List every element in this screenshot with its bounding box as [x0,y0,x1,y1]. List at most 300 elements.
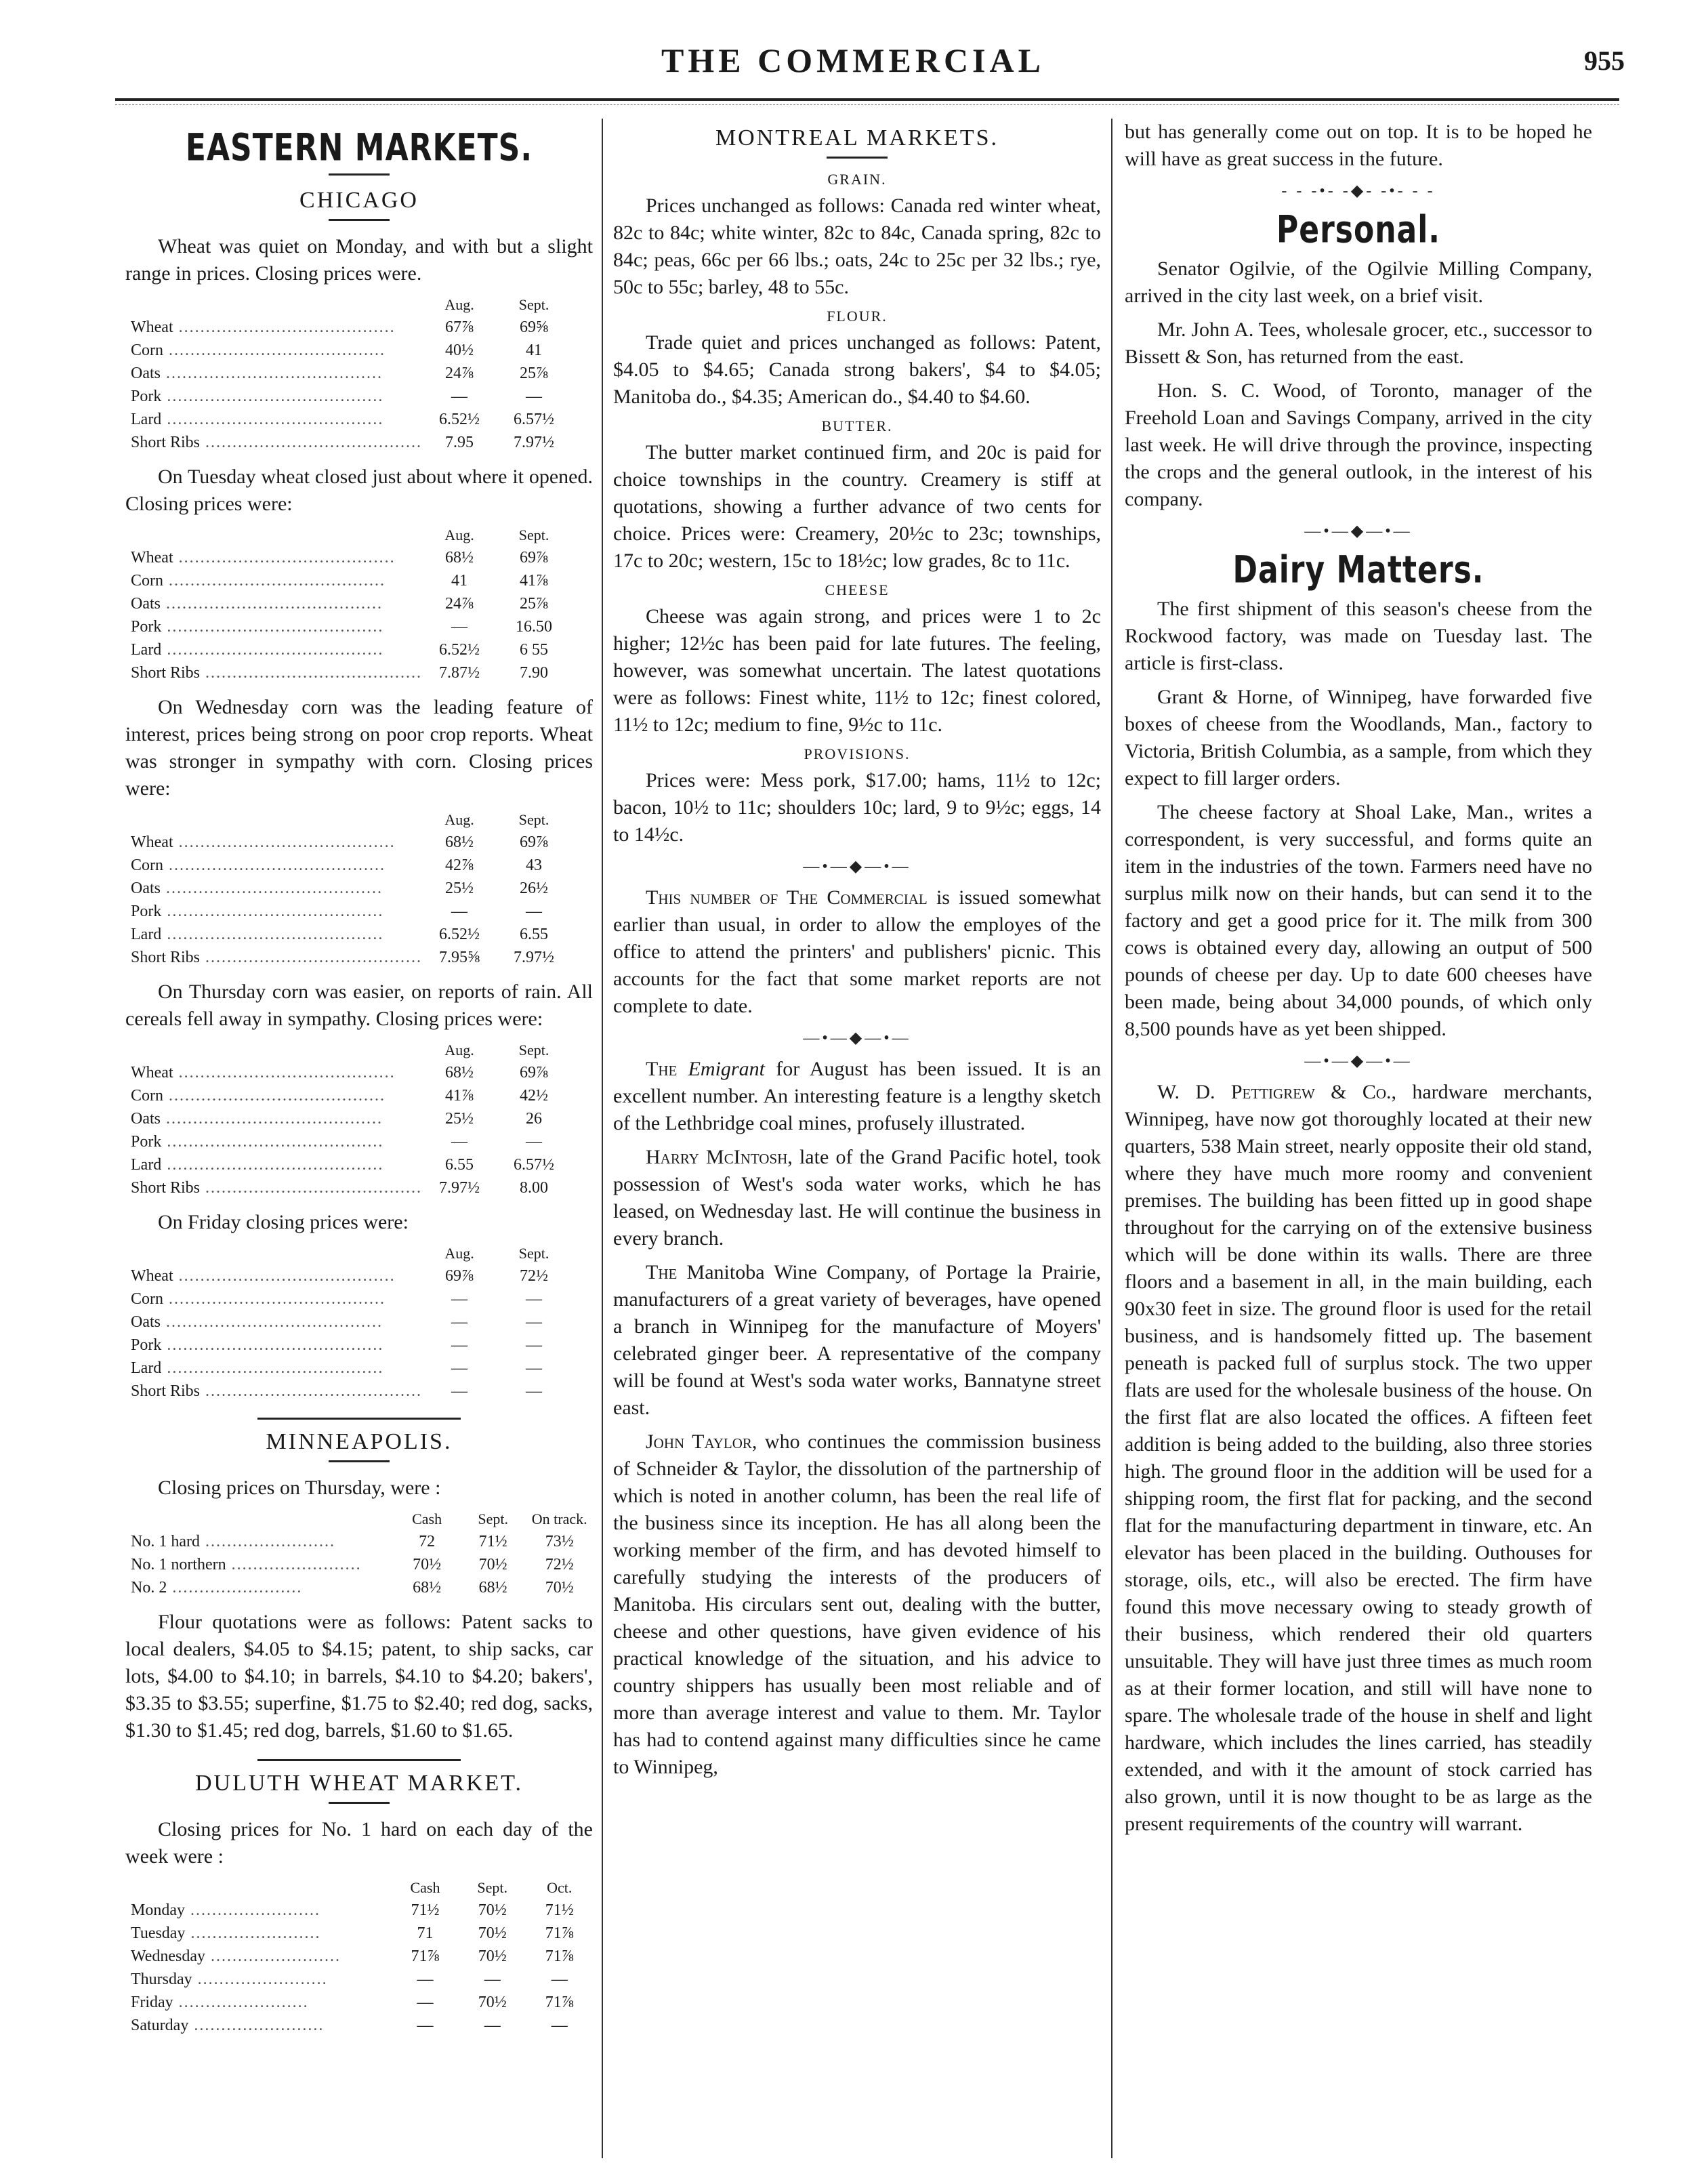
paragraph: Mr. John A. Tees, wholesale grocer, etc., successor to Bissett & Son, has returned from the east. [1125,318,1592,368]
commodity-cell [131,1334,422,1357]
price-cell: 6.52½ [439,641,480,659]
leader-dots: ........................................ [161,1359,384,1377]
leader-dots: ........................................ [200,434,423,451]
leader-dots: ........................................ [161,1156,384,1174]
price-cell: 71⅞ [411,1948,440,1965]
paragraph: On Tuesday wheat closed just about where it opened. Closing prices were: [125,466,593,515]
price-cell: 7.97½ [439,1179,480,1197]
commodity-cell [131,900,422,923]
price-cell: 41 [526,342,543,359]
price-table [131,294,571,454]
commodity-name: Lard [131,1156,162,1174]
leader-dots: ........................................ [173,318,396,336]
commodity-name: Pork [131,1133,162,1151]
commodity-name: Short Ribs [131,664,201,682]
table-row [131,1311,571,1334]
commodity-cell [131,385,422,408]
price-cell: 26 [526,1110,543,1128]
commodity-name: Corn [131,857,163,874]
price-cell: 68½ [413,1579,442,1596]
section-heading: Personal. [1276,208,1441,252]
section-heading: Dairy Matters. [1232,548,1484,592]
price-cell: — [484,1971,501,1988]
leader-dots: ........................................ [173,1064,396,1081]
rule [329,173,390,176]
leader-dots: ........................................ [161,618,384,636]
price-cell: 6.55 [520,926,549,943]
leader-dots: ........................................ [161,903,384,920]
price-cell: 24⅞ [445,365,474,382]
price-cell: 7.95 [445,434,474,451]
leader-dots: ........................................ [161,926,384,943]
price-cell: 73½ [545,1533,574,1550]
table-row [131,854,571,877]
table-row [131,362,571,385]
price-cell: — [451,1359,468,1377]
price-cell: — [526,1359,543,1377]
row-label: Wednesday [131,1948,206,1965]
price-cell: 71⅞ [545,1994,574,2011]
commodity-cell [131,1107,422,1130]
price-cell: — [451,903,468,920]
price-cell: 7.97½ [514,949,555,966]
commodity-cell [131,923,422,946]
publication-title: Emigrant [688,1058,765,1080]
price-cell: 25⅞ [520,595,549,613]
leader-dots: ........................................ [173,549,396,566]
paragraph: The first shipment of this season's cheese from the Rockwood factory, was made on Tuesday last. The article is first-class. [1125,598,1592,674]
subsection-heading: DULUTH WHEAT MARKET. [194,1771,524,1796]
price-cell: 70½ [478,1901,507,1919]
paragraph: Closing prices on Thursday, were : [158,1477,441,1499]
price-cell: 42½ [520,1087,549,1105]
table-row [131,1264,571,1287]
subheading: FLOUR. [827,308,888,325]
column-header: Sept. [518,296,549,313]
table-row [131,831,571,854]
leader-dots: ........................................ [163,572,386,590]
price-cell: — [451,1382,468,1400]
commodity-name: Short Ribs [131,949,201,966]
commodity-cell [131,1176,422,1199]
commodity-name: Wheat [131,318,173,336]
rule [257,1418,461,1420]
ornament-rule: —•—◆—•— [803,858,911,875]
price-cell: — [417,1994,434,2011]
subsection-heading: MINNEAPOLIS. [266,1429,453,1454]
commodity-name: Oats [131,595,161,613]
price-table [131,1243,571,1403]
table-row [131,1130,571,1153]
leader-dots: ........................ [226,1556,362,1573]
table-row [131,1968,593,1991]
leader-dots: ........................ [173,1994,309,2011]
row-label-cell [131,1991,392,2014]
column-header: Sept. [518,1245,549,1262]
table-row [131,431,571,454]
price-cell: 69⅝ [520,318,549,336]
commodity-name: Oats [131,1313,161,1331]
paragraph: The butter market continued firm, and 20c is paid for choice townships in the country. Creamery is stiff at quotations, showing a further advance of two cents for choice. Prices were: Creamery, 20½c to 23c; townships, 17c to 20c; western, 15c to 18½c; low grades, 8c to 11c. [613,441,1101,572]
rule [329,219,390,221]
subheading: PROVISIONS. [804,745,911,762]
paragraph [613,1428,1101,1781]
column-header: Aug. [444,527,474,543]
price-cell: 69⅞ [520,549,549,566]
price-cell: — [526,1290,543,1308]
price-table [131,1039,571,1199]
paragraph [613,1056,1101,1137]
paragraph: Hon. S. C. Wood, of Toronto, manager of the Freehold Loan and Savings Company, arrived in the city last week. He will drive through the province, inspecting the crops and the general outlook, in the interest of his company. [1125,379,1592,510]
column-header: Sept. [518,1042,549,1058]
column-header: On track. [531,1510,587,1527]
table-row [131,385,571,408]
column-header: Sept. [518,811,549,828]
row-label-cell [131,1968,392,1991]
commodity-cell [131,546,422,569]
price-cell: 71⅞ [545,1924,574,1942]
table-row [131,316,571,339]
commodity-name: Corn [131,1087,163,1105]
price-cell: — [551,1971,568,1988]
paragraph [613,1259,1101,1422]
table-row [131,1334,571,1357]
leader-dots: ........................................ [161,388,384,405]
column-header: Sept. [477,1879,508,1896]
column-header: Oct. [547,1879,573,1896]
commodity-cell [131,854,422,877]
price-cell: 6 55 [520,641,549,659]
commodity-cell [131,831,422,854]
price-table [131,809,571,969]
table-row [131,1061,571,1084]
column-montreal-markets [613,119,1101,2158]
price-cell: 71½ [545,1901,574,1919]
row-label: Tuesday [131,1924,186,1942]
column-header: Sept. [518,527,549,543]
paragraph: Cheese was again strong, and prices were 1 to 2c higher; 12½c has been paid for late futures. The feeling, however, was somewhat uncertain. The latest quotations were as follows: Finest white, 11½ to 12c; finest colored, 11½ to 12c; medium to fine, 9½c to 11c. [613,605,1101,736]
price-cell: 41⅞ [445,1087,474,1105]
paragraph [613,1144,1101,1252]
paragraph: The cheese factory at Shoal Lake, Man., writes a correspondent, is very successful, and forms quite an item in the industries of the town. Farmers need have no surplus milk now on their hands, but can send it to the factory and get a good price for it. The milk from 300 cows is obtained every day, allowing an output of 500 pounds of cheese per day. Up to date 600 cheeses have been made, being about 34,000 pounds, of which only 8,500 pounds have as yet been shipped. [1125,801,1592,1040]
masthead-rule [115,98,1619,101]
commodity-cell [131,1357,422,1380]
ornament-rule: - - -•- -◆- -•- - - [1281,182,1436,200]
leader-dots: ........................................ [173,1267,396,1285]
paragraph-text: Manitoba Wine Company, of Portage la Prairie, manufacturers of a great variety of beverages, have opened a branch in Winnipeg for the manufacture of Moyers' celebrated ginger beer. A representative of the company will be found at West's soda water works, Bannatyne street east. [613,1261,1101,1419]
subheading: BUTTER. [821,417,893,434]
price-cell: 25⅞ [520,365,549,382]
leader-dots: ........................................ [200,664,423,682]
commodity-cell [131,877,422,900]
lead-in: This number of The Commercial [646,886,928,909]
commodity-cell [131,1287,422,1311]
paragraph: Grant & Horne, of Winnipeg, have forwarded five boxes of cheese from the Woodlands, Man., factory to Victoria, British Columbia, as a sample, from which they expect to fill larger orders. [1125,686,1592,789]
table-row [131,546,571,569]
price-cell: — [526,1133,543,1151]
row-label-cell [131,1899,392,1922]
table-row [131,1899,593,1922]
newspaper-title: THE COMMERCIAL [661,41,1045,79]
price-cell: 69⅞ [520,833,549,851]
leader-dots: ........................................ [161,365,383,382]
commodity-name: Lard [131,641,162,659]
paragraph: Senator Ogilvie, of the Ogilvie Milling Company, arrived in the city last week, on a brief visit. [1125,257,1592,307]
paragraph: Wheat was quiet on Monday, and with but a slight range in prices. Closing prices were. [125,235,593,285]
table-row [131,1287,571,1311]
lead-in: The [646,1261,678,1283]
commodity-cell [131,1380,422,1403]
table-row [131,1153,571,1176]
price-cell: 70½ [478,1948,507,1965]
price-cell: 6.57½ [514,1156,555,1174]
commodity-cell [131,1264,422,1287]
row-label-cell [131,1530,394,1553]
price-cell: 6.52½ [439,926,480,943]
leader-dots: ........................................ [163,1087,386,1105]
commodity-name: Pork [131,388,162,405]
rule [329,1802,390,1804]
row-label: Friday [131,1994,173,2011]
price-cell: — [526,1336,543,1354]
commodity-name: Short Ribs [131,1179,201,1197]
row-label: Thursday [131,1971,192,1988]
price-cell: 68½ [445,1064,474,1081]
table-row [131,946,571,969]
price-cell: 71½ [411,1901,440,1919]
price-cell: 7.95⅝ [439,949,480,966]
table-row [131,1576,593,1599]
paragraph: Flour quotations were as follows: Patent sacks to local dealers, $4.05 to $4.15; patent, to ship sacks, car lots, $4.00 to $4.10; in barrels, $4.10 to $4.20; bakers', $3.35 to $3.55; superfine, $1.75 to $2.40; red dog, sacks, $1.30 to $1.45; red dog, barrels, $1.60 to $1.65. [125,1611,593,1742]
commodity-cell [131,362,422,385]
lead-in: W. D. Pettigrew & Co., [1157,1081,1396,1103]
column-header: Aug. [444,1042,474,1058]
price-cell: 42⅞ [445,857,474,874]
commodity-cell [131,316,422,339]
section-heading: MONTREAL MARKETS. [715,125,999,150]
commodity-name: Short Ribs [131,1382,201,1400]
price-cell: — [451,388,468,405]
price-cell: 6.55 [445,1156,474,1174]
leader-dots: ........................................ [163,857,386,874]
price-cell: 72½ [545,1556,574,1573]
commodity-name: Oats [131,1110,161,1128]
table-row [131,1176,571,1199]
rule [329,1460,390,1462]
price-cell: 69⅞ [520,1064,549,1081]
price-cell: 25½ [445,1110,474,1128]
row-label-cell [131,1945,392,1968]
column-divider [602,119,603,2158]
paragraph: Prices unchanged as follows: Canada red winter wheat, 82c to 84c; white winter, 82c to 84c, Canada spring, 82c to 84c; peas, 66c per 66 lbs.; oats, 24c to 25c per 32 lbs.; rye, 50c to 55c; barley, 48 to 55c. [613,194,1101,298]
table-row [131,1357,571,1380]
price-cell: 70½ [413,1556,442,1573]
column-header: Cash [410,1879,440,1896]
subheading: GRAIN. [827,171,887,188]
commodity-cell [131,1153,422,1176]
row-label: No. 1 northern [131,1556,226,1573]
table-row [131,923,571,946]
commodity-cell [131,431,422,454]
leader-dots: ........................................ [161,411,384,428]
page-number: 955 [1584,45,1625,76]
commodity-cell [131,946,422,969]
price-cell: 6.57½ [514,411,555,428]
table-row [131,569,571,592]
commodity-cell [131,1061,422,1084]
row-label-cell [131,1576,394,1599]
commodity-cell [131,661,422,684]
price-cell: 40½ [445,342,474,359]
price-cell: 7.90 [520,664,549,682]
column-header: Aug. [444,811,474,828]
leader-dots: ........................ [199,1533,335,1550]
leader-dots: ........................ [185,1924,321,1942]
leader-dots: ........................................ [161,880,383,897]
price-cell: 68½ [478,1579,507,1596]
subheading: CHEESE [825,581,890,598]
column-header: Cash [412,1510,442,1527]
commodity-name: Short Ribs [131,434,201,451]
commodity-cell [131,408,422,431]
leader-dots: ........................................ [161,595,383,613]
price-cell: — [451,1313,468,1331]
table-row [131,661,571,684]
subsection-heading: CHICAGO [299,188,419,213]
price-cell: — [451,1336,468,1354]
paragraph-text: late of the Grand Pacific hotel, took possession of West's soda water works, which he has leased, on Wednesday last. He will continue the business in every branch. [613,1146,1101,1250]
leader-dots: ........................................ [161,1336,384,1354]
price-table [131,524,571,684]
price-cell: 7.97½ [514,434,555,451]
price-cell: 26½ [520,880,549,897]
price-cell: 68½ [445,833,474,851]
leader-dots: ........................................ [163,1290,386,1308]
price-cell: 41⅞ [520,572,549,590]
row-label: Saturday [131,2017,189,2034]
table-row [131,615,571,638]
paragraph: On Friday closing prices were: [158,1211,409,1233]
row-label: Monday [131,1901,185,1919]
column-header: Sept. [478,1510,508,1527]
section-heading: EASTERN MARKETS. [185,126,533,170]
price-cell: 24⅞ [445,595,474,613]
price-cell: — [526,388,543,405]
price-cell: 41 [451,572,468,590]
price-cell: — [451,1290,468,1308]
rule [257,1759,461,1761]
ornament-rule: —•—◆—•— [1304,522,1413,540]
leader-dots: ........................ [188,2017,325,2034]
lead-in: John Taylor, [646,1430,757,1453]
commodity-name: Wheat [131,833,173,851]
masthead-dashed-rule [115,104,1619,105]
price-cell: 72½ [520,1267,549,1285]
commodity-name: Wheat [131,549,173,566]
table-row [131,592,571,615]
price-cell: — [417,1971,434,1988]
price-cell: 70½ [478,1994,507,2011]
price-cell: — [484,2017,501,2034]
table-row [131,1922,593,1945]
price-cell: 68½ [445,549,474,566]
commodity-name: Lard [131,411,162,428]
price-cell: 71⅞ [545,1948,574,1965]
commodity-cell [131,1311,422,1334]
row-label-cell [131,1922,392,1945]
row-label: No. 2 [131,1579,167,1596]
commodity-cell [131,615,422,638]
price-cell: 43 [526,857,543,874]
leader-dots: ........................ [205,1948,341,1965]
commodity-cell [131,339,422,362]
column-news [1125,119,1592,2158]
column-header: Aug. [444,1245,474,1262]
row-label-cell [131,2014,392,2037]
leader-dots: ........................................ [163,342,386,359]
commodity-name: Oats [131,880,161,897]
table-row [131,1084,571,1107]
table-row [131,638,571,661]
commodity-name: Pork [131,1336,162,1354]
leader-dots: ........................................ [161,641,384,659]
table-row [131,1945,593,1968]
duluth-table [131,1877,593,2037]
row-label-cell [131,1553,394,1576]
commodity-cell [131,638,422,661]
paragraph: On Thursday corn was easier, on reports of rain. All cereals fell away in sympathy. Closing prices were: [125,981,593,1030]
price-cell: 69⅞ [445,1267,474,1285]
price-cell: 25½ [445,880,474,897]
lead-in: The [646,1058,688,1080]
leader-dots: ........................................ [173,833,396,851]
commodity-name: Corn [131,1290,163,1308]
paragraph: Trade quiet and prices unchanged as follows: Patent, $4.05 to $4.65; Canada strong bakers', $4 to $4.05; Manitoba do., $4.35; American do., $4.40 to $4.60. [613,331,1101,408]
commodity-cell [131,569,422,592]
paragraph [1125,1079,1592,1838]
table-row [131,1107,571,1130]
commodity-cell [131,1130,422,1153]
paragraph-text: hardware merchants, Winnipeg, have now got thoroughly located at their new quarters, 538 Main street, nearly opposite their old stand, where they have much more roomy and convenient premises. The building has been fitted up in good shape throughout for the carrying on of the extensive business which will be done within its walls. There are three floors and a basement in all, in the main building, each 90x30 feet in size. The ground floor is used for the retail business, and is handsomely fitted up. The basement peneath is packed full of surplus stock. The two upper flats are used for the wholesale business of the house. On the first flat are also located the offices. A fifteen feet addition is being added to the building, also three stories high. The ground floor in the addition will be used for a shipping room, the first flat for packing, and the second flat for the manufacturing department in tinware, etc. An elevator has been placed in the building. Outhouses for storage, oils, etc., will also be erected. The firm have found this move necessary owing to steady growth of their business, which rendered their old quarters unsuitable. They will have just three times as much room as at their former location, and still will have none to spare. The wholesale trade of the house in shelf and light hardware, which includes the lines carried, has steadily extended, and with it the amount of stock carried has also grown, until it is now thought to be as large as the present requirements of the country will warrant. [1125,1081,1592,1835]
column-divider [1111,119,1112,2158]
price-cell: 71½ [478,1533,507,1550]
price-cell: 70½ [478,1924,507,1942]
minneapolis-table [131,1508,593,1599]
commodity-name: Pork [131,618,162,636]
table-row [131,1530,593,1553]
commodity-name: Wheat [131,1064,173,1081]
commodity-name: Pork [131,903,162,920]
column-header: Aug. [444,296,474,313]
paragraph: Prices were: Mess pork, $17.00; hams, 11½ to 12c; bacon, 10½ to 11c; shoulders 10c; lard, 9 to 9½c; eggs, 14 to 14½c. [613,769,1101,846]
price-cell: 72 [419,1533,436,1550]
price-cell: 8.00 [520,1179,549,1197]
commodity-name: Wheat [131,1267,173,1285]
table-row [131,339,571,362]
commodity-name: Lard [131,1359,162,1377]
leader-dots: ........................................ [200,949,423,966]
commodity-name: Lard [131,926,162,943]
price-cell: 70½ [545,1579,574,1596]
leader-dots: ........................................ [161,1133,384,1151]
lead-in: Harry McIntosh, [646,1146,793,1168]
leader-dots: ........................ [192,1971,328,1988]
commodity-cell [131,1084,422,1107]
table-row [131,1991,593,2014]
paragraph-text: for August has been issued. It is an excellent number. An interesting feature is a lengthy sketch of the Lethbridge coal mines, profusely illustrated. [613,1058,1101,1134]
price-cell: — [526,903,543,920]
price-cell: 16.50 [516,618,553,636]
